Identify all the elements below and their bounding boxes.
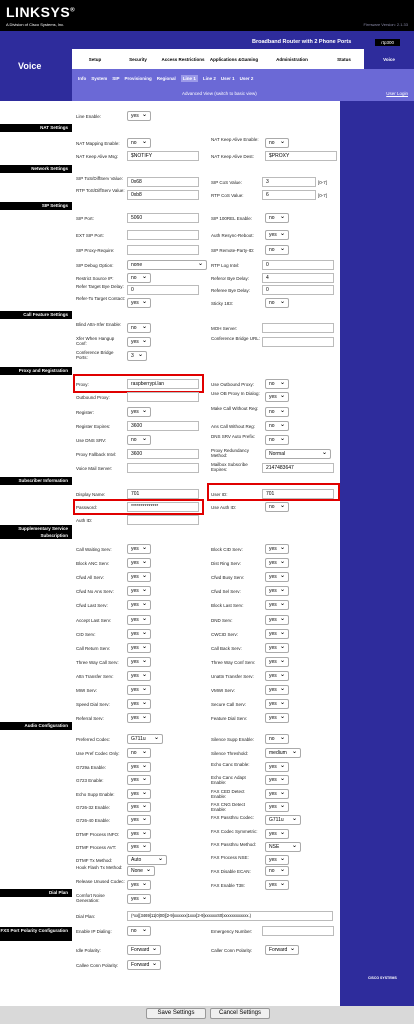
sip-cos-label: SIP CoS Value:	[211, 180, 242, 185]
section-title: Voice	[0, 31, 72, 101]
tab-access-restrictions[interactable]: Access Restrictions	[161, 56, 205, 62]
fax_pass-select[interactable]: G711u ⌄	[265, 815, 301, 825]
dtmf_avt-label: DTMF Process AVT:	[76, 844, 117, 850]
g726_32-label: G726-32 Enable:	[76, 804, 111, 810]
release-codec-select[interactable]: yes ⌄	[127, 880, 151, 890]
cfwd_noans-select[interactable]: yes ⌄	[127, 586, 151, 596]
moh-server-label: MOH Server:	[211, 326, 238, 331]
cwcid-label: CWCID Serv:	[211, 631, 238, 637]
section-proxy: Proxy and Registration	[0, 367, 72, 375]
cfwd_sel-select[interactable]: yes ⌄	[265, 586, 289, 596]
g729a-select[interactable]: yes ⌄	[127, 762, 151, 772]
rtp-cos-field[interactable]: 6	[262, 190, 316, 200]
redundancy-select[interactable]: Normal ⌄	[265, 449, 331, 459]
fax_codec-select[interactable]: yes ⌄	[265, 829, 289, 839]
nat-mapping-select[interactable]: no ⌄	[127, 138, 151, 148]
rtp-cos-range: [0-7]	[318, 193, 328, 198]
conf-url-field[interactable]	[262, 337, 334, 347]
use-pref-label: Use Pref Codec Only:	[76, 751, 120, 756]
conf-url-label: Conference Bridge URL:	[211, 336, 261, 341]
dns-auto-label: DNS SRV Auto Prefix:	[211, 434, 256, 439]
fallback-label: Proxy Fallback Intvl:	[76, 452, 117, 457]
callee-polarity-select[interactable]: Forward ⌄	[127, 960, 161, 970]
subtab-user1[interactable]: User 1	[220, 75, 235, 81]
subtab-user2[interactable]: User 2	[239, 75, 254, 81]
fax-ecan-select[interactable]: no ⌄	[265, 866, 289, 876]
remote-party-label: SIP Remote-Party-ID:	[211, 248, 255, 253]
linksys-logo: LINKSYS®	[6, 4, 76, 20]
display-name-label: Display Name:	[76, 492, 106, 497]
enable-ip-select[interactable]: no ⌄	[127, 926, 151, 936]
block_anc-label: Block ANC Serv:	[76, 561, 110, 567]
mwi-select[interactable]: yes ⌄	[127, 685, 151, 695]
pref-codec-select[interactable]: G711u ⌄	[127, 734, 163, 744]
restrict-ip-label: Restrict Source IP:	[76, 276, 114, 281]
cfwd_sel-label: Cfwd Sel Serv:	[211, 589, 241, 595]
display-name-field[interactable]: 701	[127, 489, 199, 499]
three_conf-label: Three Way Conf Serv:	[211, 659, 256, 665]
tab-administration[interactable]: Administration	[276, 56, 308, 62]
referral-label: Referral Serv:	[76, 716, 104, 722]
fax-ecan-label: FAX Disable ECAN:	[211, 869, 251, 874]
referee-bye-field[interactable]: 0	[262, 285, 334, 295]
proxy-label: Proxy:	[76, 382, 89, 387]
referee-bye-label: Referee Bye Delay:	[211, 288, 251, 293]
line-enable-select[interactable]: yes ⌄	[127, 111, 151, 121]
password-label: Password:	[76, 505, 98, 510]
section-fxs: FXS Port Polarity Configuration	[0, 927, 72, 941]
g726_40-select[interactable]: yes ⌄	[127, 815, 151, 825]
nat-keepalive-label: NAT Keep Alive Enable:	[211, 137, 259, 142]
vmwi-label: VMWI Serv:	[211, 688, 236, 693]
hook-flash-select[interactable]: None ⌄	[127, 866, 155, 876]
subtab-line2[interactable]: Line 2	[202, 75, 216, 81]
nat-keepalive-select[interactable]: no ⌄	[265, 138, 289, 148]
ob-proxy-field[interactable]	[127, 392, 199, 402]
subtab-provisioning[interactable]: Provisioning	[124, 75, 152, 81]
use-pref-select[interactable]: no ⌄	[127, 748, 151, 758]
referor-bye-field[interactable]: 4	[262, 273, 334, 283]
advanced-bar	[72, 87, 414, 101]
reg-expires-field[interactable]: 3600	[127, 421, 199, 431]
fax_nse-label: FAX Process NSE:	[211, 855, 249, 861]
sip-port-label: SIP Port:	[76, 216, 94, 221]
fax_method-label: FAX Passthru Method:	[211, 841, 257, 847]
dnd-label: DND Serv:	[211, 617, 233, 623]
comfort-noise-select[interactable]: yes ⌄	[127, 894, 151, 904]
user-id-highlight	[207, 483, 340, 501]
silence-supp-label: Silence Supp Enable:	[211, 737, 255, 742]
silence-th-select[interactable]: medium ⌄	[265, 748, 301, 758]
sip100-select[interactable]: no ⌄	[265, 213, 289, 223]
echo_supp-label: Echo Supp Enable:	[76, 791, 115, 797]
pref-codec-label: Preferred Codec:	[76, 737, 111, 742]
advanced-view-link[interactable]: Advanced View (switch to basic view)	[182, 91, 257, 96]
cfwd_all-label: Cfwd All Serv:	[76, 575, 105, 581]
ext-port-field[interactable]	[127, 230, 199, 240]
feature-label: Feature Dial Serv:	[211, 716, 248, 722]
use-ob-select[interactable]: no ⌄	[265, 379, 289, 389]
call_wait-select[interactable]: yes ⌄	[127, 544, 151, 554]
use-auth-select[interactable]: no ⌄	[265, 502, 289, 512]
accept_last-label: Accept Last Serv:	[76, 617, 112, 623]
cfwd_busy-label: Cfwd Busy Serv:	[211, 575, 245, 581]
subtab-system[interactable]: System	[91, 75, 108, 81]
vmwi-select[interactable]: yes ⌄	[265, 685, 289, 695]
make-call-select[interactable]: no ⌄	[265, 407, 289, 417]
ext-port-label: EXT SIP Port:	[76, 233, 104, 238]
ob-proxy-label: Outbound Proxy:	[76, 395, 110, 400]
cisco-logo: CISCO SYSTEMS	[368, 976, 397, 980]
emergency-label: Emergency Number:	[211, 929, 253, 934]
user-id-field[interactable]: 701	[262, 489, 334, 499]
referral-select[interactable]: yes ⌄	[127, 713, 151, 723]
mailbox-field[interactable]: 2147483647	[262, 463, 334, 473]
section-network: Network Settings	[0, 165, 72, 173]
call_ret-label: Call Return Serv:	[76, 645, 111, 651]
dtmf_info-select[interactable]: yes ⌄	[127, 829, 151, 839]
tab-applications-gaming[interactable]: Applications &Gaming	[209, 56, 259, 62]
register-select[interactable]: yes ⌄	[127, 407, 151, 417]
g726_32-select[interactable]: yes ⌄	[127, 802, 151, 812]
hook-flash-label: Hook Flash Tx Method:	[76, 865, 123, 870]
cwcid-select[interactable]: yes ⌄	[265, 629, 289, 639]
voicemail-label: Voice Mail Server:	[76, 466, 113, 471]
sticky183-select[interactable]: no ⌄	[265, 298, 289, 308]
sip100-label: SIP 100REL Enable:	[211, 216, 253, 221]
tab-status[interactable]: Status	[337, 56, 351, 62]
moh-server-field[interactable]	[262, 323, 334, 333]
fax-t38-label: FAX Enable T38:	[211, 883, 245, 888]
comfort-noise-label: Comfort Noise Generation:	[76, 893, 105, 903]
use-ob-dialog-select[interactable]: yes ⌄	[265, 392, 289, 402]
use-ob-label: Use Outbound Proxy:	[211, 382, 255, 387]
subtab-line1[interactable]: Line 1	[182, 75, 196, 81]
nat-mapping-label: NAT Mapping Enable:	[76, 141, 120, 146]
subtab-regional[interactable]: Regional	[156, 75, 176, 81]
sub-nav	[72, 69, 414, 87]
three_way-select[interactable]: yes ⌄	[127, 657, 151, 667]
user-login-link[interactable]: User Login	[386, 91, 408, 96]
echo_canc-select[interactable]: yes ⌄	[265, 762, 289, 772]
fax_pass-label: FAX Passthru Codec:	[211, 815, 255, 821]
ans-call-label: Ans Call Without Reg:	[211, 424, 256, 429]
accept_last-select[interactable]: yes ⌄	[127, 615, 151, 625]
g723-select[interactable]: yes ⌄	[127, 775, 151, 785]
tab-setup[interactable]: Setup	[88, 56, 102, 62]
cid-label: CID Serv:	[76, 631, 96, 637]
dns-srv-label: Use DNS SRV:	[76, 438, 107, 443]
call_ret-select[interactable]: yes ⌄	[127, 643, 151, 653]
password-highlight	[73, 499, 204, 515]
save-settings-button[interactable]: Save Settings	[146, 1008, 206, 1019]
caller-polarity-select[interactable]: Forward ⌄	[265, 945, 299, 955]
section-audio: Audio Configuration	[0, 722, 72, 730]
subtab-info[interactable]: Info	[78, 75, 87, 81]
restrict-ip-select[interactable]: no ⌄	[127, 273, 151, 283]
nat-dest-label: NAT Keep Alive Dest:	[211, 154, 254, 159]
top-nav	[72, 49, 414, 69]
dns-srv-select[interactable]: no ⌄	[127, 435, 151, 445]
release-codec-label: Release Unused Codec:	[76, 879, 125, 884]
section-call-feature: Call Feature Settings	[0, 311, 72, 319]
section-supplementary: Supplementary Service Subscription	[0, 525, 72, 539]
header-bar	[0, 0, 414, 31]
idle-polarity-select[interactable]: Forward ⌄	[127, 945, 161, 955]
rtp-log-field[interactable]: 0	[262, 260, 334, 270]
cancel-settings-button[interactable]: Cancel Settings	[210, 1008, 270, 1019]
make-call-label: Make Call Without Reg:	[211, 406, 259, 411]
product-name: Broadband Router with 2 Phone Ports	[252, 39, 352, 45]
secure-label: Secure Call Serv:	[211, 702, 247, 708]
cfwd_all-select[interactable]: yes ⌄	[127, 572, 151, 582]
call_wait-label: Call Waiting Serv:	[76, 547, 112, 552]
dtmf_avt-select[interactable]: yes ⌄	[127, 842, 151, 852]
fax_cng-label: FAX CNG Detect Enable:	[211, 801, 246, 812]
ans-call-select[interactable]: no ⌄	[265, 421, 289, 431]
section-dial-plan: Dial Plan	[0, 889, 72, 897]
sip-cos-field[interactable]: 3	[262, 177, 316, 187]
referor-bye-label: Referor Bye Delay:	[211, 276, 250, 281]
blind-xfer-label: Blind Attn-Xfer Enable:	[76, 322, 122, 327]
proxy-require-label: SIP Proxy-Require:	[76, 248, 115, 253]
proxy-field[interactable]: raspberrypi.lan	[127, 379, 199, 389]
conf-ports-label: Conference Bridge Ports:	[76, 350, 114, 360]
feature-select[interactable]: yes ⌄	[265, 713, 289, 723]
nat-msg-field[interactable]: $NOTIFY	[127, 151, 199, 161]
echo_adapt-select[interactable]: yes ⌄	[265, 775, 289, 785]
block_last-select[interactable]: yes ⌄	[265, 600, 289, 610]
callee-polarity-label: Callee Conn Polarity:	[76, 963, 119, 968]
block_anc-select[interactable]: yes ⌄	[127, 558, 151, 568]
fax-t38-select[interactable]: yes ⌄	[265, 880, 289, 890]
cfwd_last-label: Cfwd Last Serv:	[76, 603, 108, 609]
sip-debug-label: SIP Debug Option:	[76, 263, 114, 268]
dist_ring-label: Dist Ring Serv:	[211, 561, 242, 567]
emergency-field[interactable]	[262, 926, 334, 936]
dtmf_info-label: DTMF Process INFO:	[76, 831, 120, 837]
call_back-label: Call Back Serv:	[211, 645, 242, 651]
cid-select[interactable]: yes ⌄	[127, 629, 151, 639]
rtp-tos-field[interactable]: 0xb8	[127, 190, 199, 200]
dnd-select[interactable]: yes ⌄	[265, 615, 289, 625]
cfwd_last-select[interactable]: yes ⌄	[127, 600, 151, 610]
dist_ring-select[interactable]: yes ⌄	[265, 558, 289, 568]
subtab-sip[interactable]: SIP	[112, 75, 120, 81]
call_back-select[interactable]: yes ⌄	[265, 643, 289, 653]
dtmf_tx-select[interactable]: Auto ⌄	[127, 855, 167, 865]
proxy-require-field[interactable]	[127, 245, 199, 255]
xfer-hangup-label: Xfer When Hangup Conf:	[76, 336, 115, 346]
reg-expires-label: Register Expires:	[76, 424, 111, 429]
cfwd_busy-select[interactable]: yes ⌄	[265, 572, 289, 582]
password-field[interactable]: **************	[127, 502, 199, 512]
attn-label: Attn Transfer Serv:	[76, 673, 114, 679]
xfer-hangup-select[interactable]: yes ⌄	[127, 337, 151, 347]
speed-label: Speed Dial Serv:	[76, 702, 110, 708]
dial-plan-field[interactable]: (*xx|[3469]11|0|00|[2-9]xxxxxx|1xxx[2-9]xxxxxxS0|xxxxxxxxxxxx.)	[127, 911, 333, 921]
echo_canc-label: Echo Canc Enable:	[211, 762, 250, 767]
g726_40-label: G726-40 Enable:	[76, 818, 111, 824]
fax_cng-select[interactable]: yes ⌄	[265, 802, 289, 812]
caller-polarity-label: Caller Conn Polarity:	[211, 948, 253, 953]
refer-to-select[interactable]: yes ⌄	[127, 298, 151, 308]
proxy-highlight	[73, 374, 204, 393]
three_way-label: Three Way Call Serv:	[76, 659, 119, 665]
rtp-tos-label: RTP ToS/DiffServ Value:	[76, 188, 125, 193]
register-label: Register:	[76, 410, 95, 415]
auth-resync-label: Auth Resync-Reboot:	[211, 233, 254, 238]
firmware-version: Firmware Version: 2.1.33	[363, 22, 408, 27]
footer-bar	[0, 1006, 414, 1024]
unattn-select[interactable]: yes ⌄	[265, 671, 289, 681]
mwi-label: MWI Serv:	[76, 688, 97, 693]
refer-target-label: Refer Target Bye Delay:	[76, 284, 124, 289]
fax_method-select[interactable]: NSE ⌄	[265, 842, 301, 852]
silence-th-label: Silence Threshold:	[211, 751, 249, 756]
auth-id-field[interactable]	[127, 515, 199, 525]
user-id-label: User ID:	[211, 492, 228, 497]
use-auth-label: Use Auth ID:	[211, 505, 237, 510]
product-bar	[72, 31, 414, 49]
left-column	[0, 101, 72, 1024]
nat-dest-field[interactable]: $PROXY	[265, 151, 337, 161]
sip-tos-field[interactable]: 0x68	[127, 177, 199, 187]
line-enable-label: Line Enable:	[76, 114, 102, 119]
speed-select[interactable]: yes ⌄	[127, 699, 151, 709]
sip-debug-select[interactable]: none ⌄	[127, 260, 207, 270]
refer-to-label: Refer-To Target Contact:	[76, 296, 125, 301]
tab-security[interactable]: Security	[129, 56, 147, 62]
g723-label: G723 Enable:	[76, 778, 104, 784]
fax_ced-select[interactable]: yes ⌄	[265, 789, 289, 799]
dns-auto-select[interactable]: no ⌄	[265, 435, 289, 445]
sip-tos-label: SIP ToS/DiffServ Value:	[76, 176, 123, 181]
mailbox-label: Mailbox Subscribe Expires:	[211, 462, 248, 472]
fax_codec-label: FAX Codec Symmetric:	[211, 828, 258, 834]
refer-target-field[interactable]: 0	[127, 285, 199, 295]
fax_nse-select[interactable]: yes ⌄	[265, 855, 289, 865]
cfwd_noans-label: Cfwd No Ans Serv:	[76, 589, 114, 595]
sticky183-label: Sticky 183:	[211, 301, 234, 306]
attn-select[interactable]: yes ⌄	[127, 671, 151, 681]
block_cid-select[interactable]: yes ⌄	[265, 544, 289, 554]
use-ob-dialog-label: Use OB Proxy In Dialog:	[211, 391, 260, 396]
dtmf_tx-label: DTMF Tx Method:	[76, 858, 113, 864]
block_cid-label: Block CID Serv:	[211, 547, 243, 552]
echo_adapt-label: Echo Canc Adapt Enable:	[211, 775, 246, 786]
auth-resync-select[interactable]: yes ⌄	[265, 230, 289, 240]
section-sip: SIP Settings	[0, 202, 72, 210]
g729a-label: G729a Enable:	[76, 765, 107, 770]
right-column	[340, 101, 414, 1024]
secure-select[interactable]: yes ⌄	[265, 699, 289, 709]
sip-port-field[interactable]: 5060	[127, 213, 199, 223]
three_conf-select[interactable]: yes ⌄	[265, 657, 289, 667]
redundancy-label: Proxy Redundancy Method:	[211, 448, 250, 458]
block_last-label: Block Last Serv:	[211, 603, 244, 609]
tab-voice[interactable]: Voice	[364, 49, 414, 69]
rtp-cos-label: RTP CoS Value:	[211, 193, 244, 198]
nat-msg-label: NAT Keep Alive Msg:	[76, 154, 119, 159]
section-nat: NAT Settings	[0, 124, 72, 132]
unattn-label: Unattn Transfer Serv:	[211, 673, 254, 679]
conf-ports-select[interactable]: 3 ⌄	[127, 351, 147, 361]
blind-xfer-select[interactable]: no ⌄	[127, 323, 151, 333]
echo_supp-select[interactable]: yes ⌄	[127, 789, 151, 799]
model-name: rtp300	[375, 39, 400, 46]
section-subscriber: Subscriber Information	[0, 477, 72, 485]
voicemail-field[interactable]	[127, 463, 199, 473]
enable-ip-label: Enable IP Dialing:	[76, 929, 112, 934]
rtp-log-label: RTP Log Intvl:	[211, 263, 240, 268]
remote-party-select[interactable]: no ⌄	[265, 245, 289, 255]
dial-plan-label: Dial Plan:	[76, 914, 96, 919]
idle-polarity-label: Idle Polarity:	[76, 948, 101, 953]
fax_ced-label: FAX CED Detect Enable:	[211, 788, 245, 799]
logo-subtitle: A Division of Cisco Systems, Inc.	[6, 22, 65, 27]
auth-id-label: Auth ID:	[76, 518, 93, 523]
fallback-field[interactable]: 3600	[127, 449, 199, 459]
sip-cos-range: [0-7]	[318, 180, 328, 185]
silence-supp-select[interactable]: no ⌄	[265, 734, 289, 744]
